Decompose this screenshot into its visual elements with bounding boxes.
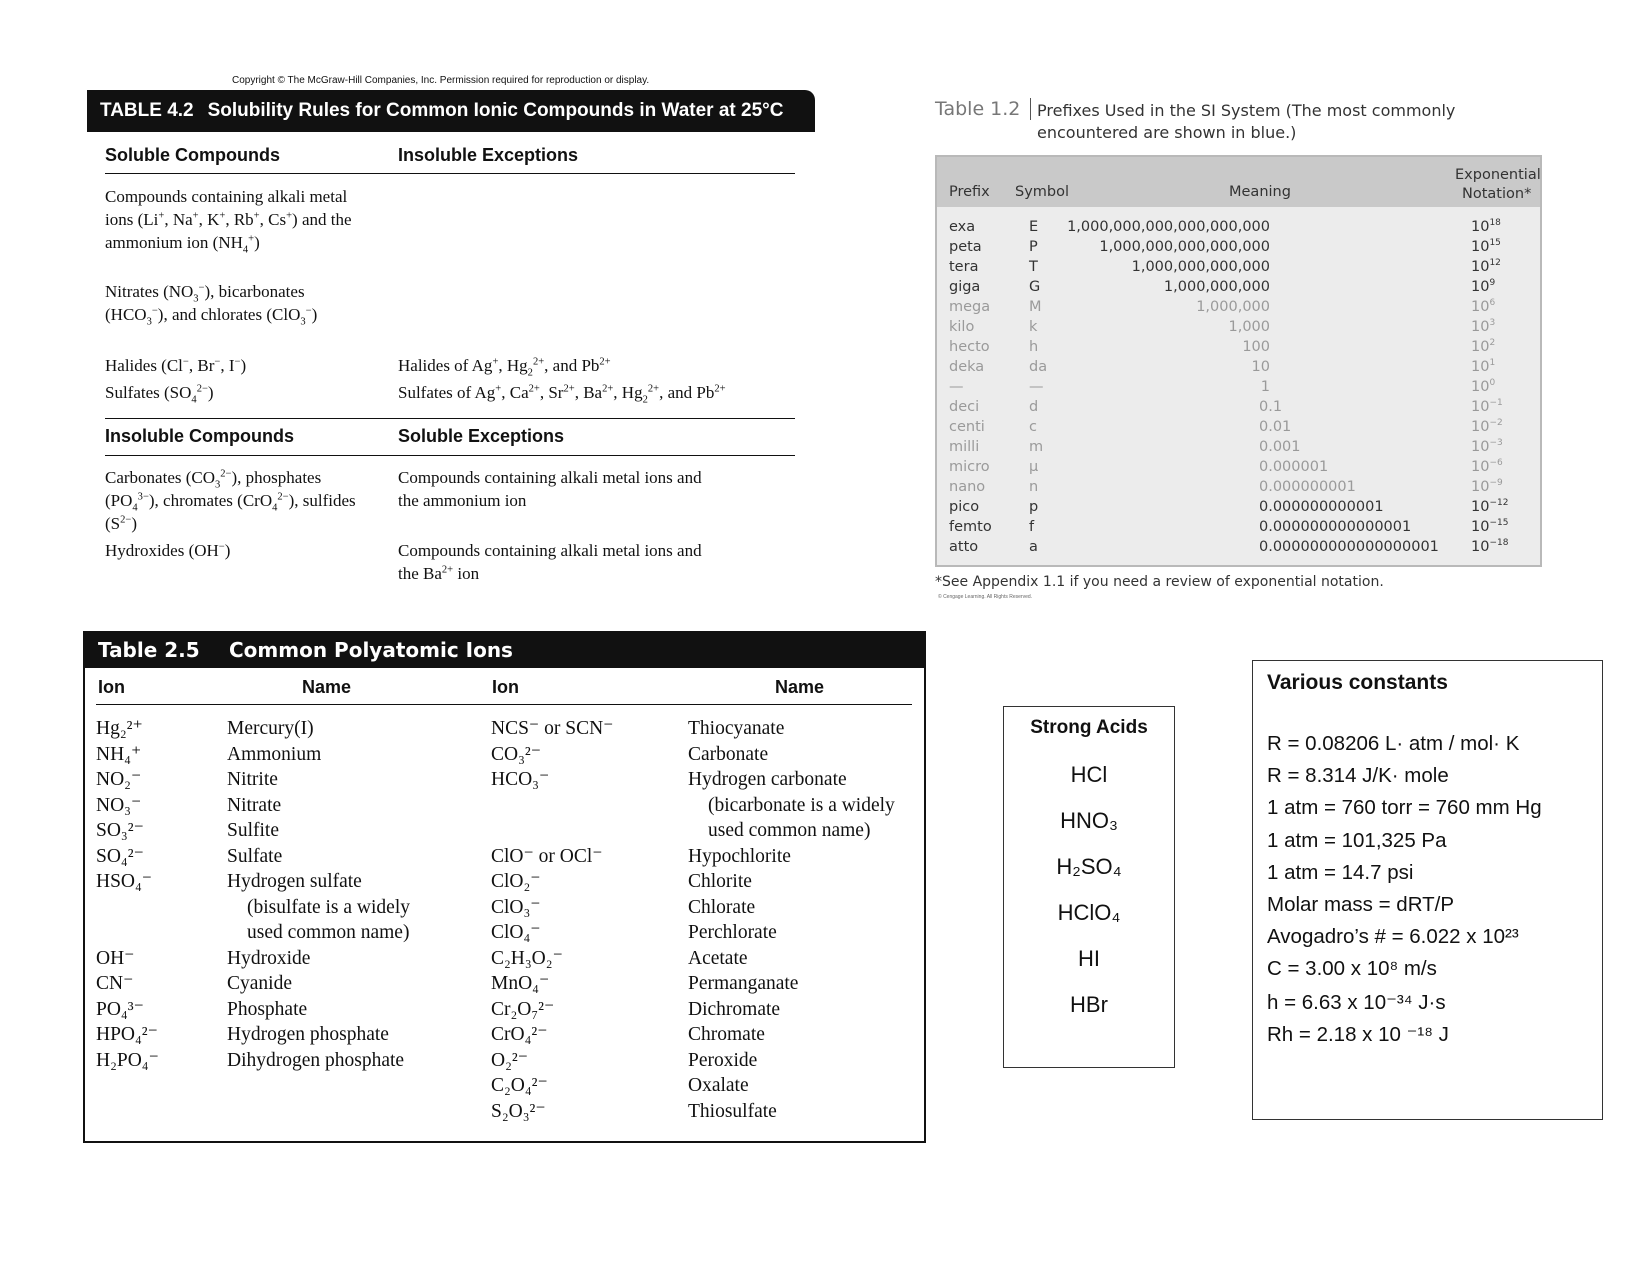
table-2-5-header <box>85 633 924 668</box>
col-ion-left: Ion <box>98 677 125 697</box>
divider <box>105 173 795 174</box>
divider <box>105 418 795 419</box>
exponent-value: −3 <box>1489 438 1503 449</box>
constant-item: h = 6.63 x 10⁻³⁴ J·s <box>1267 990 1446 1014</box>
table-header <box>937 157 1540 207</box>
right-ion: CO₃²⁻ <box>491 743 542 765</box>
prefix-cell: giga <box>949 279 981 295</box>
col-name-left: Name <box>302 677 352 697</box>
right-name: (bicarbonate is a widely <box>708 794 895 816</box>
constant-item: Molar mass = dRT/P <box>1267 893 1455 916</box>
exponent-cell: $10^{-2}$ <box>1471 418 1503 435</box>
left-ion: CN⁻ <box>96 973 134 994</box>
symbol-cell: p <box>1029 499 1039 515</box>
symbol-cell: f <box>1029 519 1035 535</box>
right-ion: HCO₃⁻ <box>491 769 550 790</box>
left-name: Dihydrogen phosphate <box>227 1049 405 1071</box>
prefix-cell: pico <box>949 499 980 515</box>
exponent-value: −1 <box>1489 398 1503 409</box>
exponent-cell: $10^{-1}$ <box>1471 398 1503 415</box>
symbol-cell: c <box>1029 419 1037 435</box>
prefix-cell: atto <box>949 539 979 555</box>
exponent-value: −18 <box>1489 538 1509 549</box>
left-name: Cyanide <box>227 973 292 994</box>
left-ion: HSO₄⁻ <box>96 871 153 892</box>
exponent-value: 0 <box>1489 378 1496 389</box>
table-title: Common Polyatomic Ions <box>229 638 513 662</box>
right-ion: ClO₃⁻ <box>491 896 541 918</box>
symbol-cell: m <box>1029 439 1044 455</box>
compound-cell: Carbonates $(CO_3^{2-})$, phosphates $(PO_4^{3-})$, chromates (CrO$_4^{2-}$), sulfides $(S^{2-})$ <box>105 468 356 533</box>
constant-item: Avogadro’s # = 6.022 x 10²³ <box>1267 925 1519 949</box>
meaning-cell: 0.000001 <box>1259 459 1329 475</box>
meaning-cell: 1,000 <box>1228 319 1270 335</box>
col-notation-line2: Notation* <box>1462 186 1532 202</box>
right-ion: ClO₄⁻ <box>491 922 541 943</box>
prefix-row <box>937 297 1540 317</box>
left-ion: NH₄⁺ <box>96 743 142 765</box>
acid-item: HBr <box>1070 992 1108 1017</box>
insoluble-exceptions-header: Insoluble Exceptions <box>398 145 579 165</box>
right-ion: NCS⁻ or SCN⁻ <box>491 718 614 739</box>
prefix-cell: deci <box>949 399 980 415</box>
constant-item: C = 3.00 x 10⁸ m/s <box>1267 957 1437 981</box>
symbol-cell: G <box>1029 279 1041 295</box>
soluble-exceptions-header: Soluble Exceptions <box>398 426 565 446</box>
soluble-compounds-header: Soluble Compounds <box>105 145 280 165</box>
prefix-row <box>937 457 1540 477</box>
meaning-cell: 0.000000001 <box>1259 479 1356 495</box>
right-ion: CrO₄²⁻ <box>491 1024 548 1045</box>
exception-cell: Compounds containing alkali metal ions and the ammonium ion <box>398 468 702 510</box>
table-title: Solubility Rules for Common Ionic Compounds in Water at 25°C <box>207 100 784 121</box>
right-name: Chromate <box>688 1024 765 1045</box>
exception-cell: Halides of Ag+, $Hg_2^{2+}$, and $Pb^{2+}$ <box>398 356 611 379</box>
left-ion: SO₄²⁻ <box>96 845 144 867</box>
right-name: Perchlorate <box>688 922 777 943</box>
insoluble-compounds-header: Insoluble Compounds <box>105 426 294 446</box>
prefix-cell: exa <box>949 219 976 235</box>
left-name: used common name) <box>247 922 410 943</box>
left-name: Hydrogen phosphate <box>227 1024 389 1045</box>
table-number: Table 2.5 <box>98 638 200 662</box>
prefix-cell: — <box>949 379 964 395</box>
right-name: Thiosulfate <box>688 1100 777 1122</box>
symbol-cell: a <box>1029 539 1038 555</box>
acid-item: H₂SO₄ <box>1056 854 1122 879</box>
exponent-value: 15 <box>1489 238 1501 249</box>
left-ion: SO₃²⁻ <box>96 820 144 841</box>
right-name: Chlorate <box>688 896 756 918</box>
right-name: Peroxide <box>688 1049 758 1071</box>
left-ion: NO₃⁻ <box>96 794 142 816</box>
constant-item: 1 atm = 760 torr = 760 mm Hg <box>1267 796 1542 820</box>
exponent-cell: $10^{-18}$ <box>1471 538 1509 555</box>
divider <box>96 704 912 705</box>
left-name: Hydroxide <box>227 947 311 969</box>
strong-acids-box <box>1003 706 1175 1068</box>
prefix-row <box>937 277 1540 297</box>
col-symbol: Symbol <box>1015 184 1070 200</box>
prefix-row <box>937 397 1540 417</box>
meaning-cell: 100 <box>1242 339 1270 355</box>
left-ion: HPO₄²⁻ <box>96 1024 158 1045</box>
right-ion: C₂O₄²⁻ <box>491 1075 548 1096</box>
acid-item: HI <box>1078 946 1100 971</box>
left-name: Nitrate <box>227 794 282 816</box>
prefix-cell: hecto <box>949 339 990 355</box>
col-name-right: Name <box>775 677 825 697</box>
meaning-cell: 1,000,000,000,000 <box>1131 259 1270 275</box>
right-name: Hypochlorite <box>688 845 791 867</box>
symbol-cell: P <box>1029 239 1038 255</box>
constant-item: 1 atm = 101,325 Pa <box>1267 828 1447 852</box>
meaning-cell: 1,000,000,000,000,000 <box>1099 239 1270 255</box>
compound-cell: Sulfates $(SO_4^{2-})$ <box>105 383 214 406</box>
exception-cell: Compounds containing alkali metal ions and the $Ba^{2+}$ ion <box>398 541 702 583</box>
right-name: Carbonate <box>688 743 769 765</box>
constant-item: R = 0.08206 L· atm / mol· K <box>1267 732 1520 755</box>
exponent-value: 18 <box>1489 218 1501 229</box>
right-name: Thiocyanate <box>688 718 785 739</box>
exponent-cell: $10^{-6}$ <box>1471 458 1503 475</box>
symbol-cell: n <box>1029 479 1039 495</box>
col-meaning: Meaning <box>1229 184 1291 200</box>
exponent-value: −15 <box>1489 518 1509 529</box>
meaning-cell: 0.001 <box>1259 439 1301 455</box>
left-name: Ammonium <box>227 743 322 765</box>
symbol-cell: M <box>1029 299 1042 315</box>
exponent-value: −12 <box>1489 498 1509 509</box>
symbol-cell: T <box>1029 259 1038 275</box>
exponent-cell: $10^{18}$ <box>1471 218 1501 235</box>
exponent-value: 1 <box>1489 358 1496 369</box>
exponent-cell: $10^{-3}$ <box>1471 438 1503 455</box>
left-ion: H₂PO₄⁻ <box>96 1049 159 1071</box>
credit-line: © Cengage Learning. All Rights Reserved. <box>938 594 1033 600</box>
prefix-cell: kilo <box>949 319 975 335</box>
exponent-cell: $10^2$ <box>1471 338 1496 355</box>
exponent-cell: $10^6$ <box>1471 298 1496 315</box>
polyatomic-ions-table <box>83 631 926 1143</box>
left-ion: PO₄³⁻ <box>96 998 144 1020</box>
compound-cell: Compounds containing alkali metal ions (Li+, Na+, K+, Rb+, Cs+) and the ammonium ion $(NH_4^+)$ <box>105 187 352 256</box>
symbol-cell: — <box>1029 379 1044 395</box>
constant-item: 1 atm = 14.7 psi <box>1267 860 1414 884</box>
exponent-value: −6 <box>1489 458 1503 469</box>
exponent-cell: $10^0$ <box>1471 378 1496 395</box>
right-ion: ClO⁻ or OCl⁻ <box>491 845 603 867</box>
symbol-cell: h <box>1029 339 1039 355</box>
exponent-cell: $10^{12}$ <box>1471 258 1501 275</box>
prefix-cell: tera <box>949 259 979 275</box>
symbol-cell: da <box>1029 359 1048 375</box>
right-ion: O₂²⁻ <box>491 1049 529 1071</box>
meaning-cell: 0.000000000001 <box>1259 499 1384 515</box>
exponent-value: 9 <box>1489 278 1496 289</box>
col-notation-line1: Exponential <box>1455 167 1541 183</box>
right-name: used common name) <box>708 820 871 841</box>
exponent-cell: $10^{-9}$ <box>1471 478 1503 495</box>
exponent-cell: $10^{-15}$ <box>1471 518 1509 535</box>
constant-item: R = 8.314 J/K· mole <box>1267 764 1449 788</box>
right-ion: ClO₂⁻ <box>491 871 541 892</box>
prefix-row <box>937 357 1540 377</box>
exponent-value: 6 <box>1489 298 1496 309</box>
prefix-cell: milli <box>949 439 980 455</box>
prefix-row <box>937 477 1540 497</box>
prefix-cell: nano <box>949 479 986 495</box>
strong-acids-title: Strong Acids <box>1030 717 1148 738</box>
exponent-value: −2 <box>1489 418 1503 429</box>
meaning-cell: 0.01 <box>1259 419 1292 435</box>
left-name: Sulfite <box>227 820 279 841</box>
si-prefix-table <box>935 155 1542 567</box>
symbol-cell: μ <box>1029 459 1039 475</box>
symbol-cell: k <box>1029 319 1038 335</box>
acid-item: HCl <box>1070 762 1108 787</box>
prefix-row <box>937 517 1540 537</box>
left-name: Phosphate <box>227 998 308 1020</box>
prefix-row <box>937 437 1540 457</box>
prefix-cell: femto <box>949 519 992 535</box>
exponent-value: 12 <box>1489 258 1501 269</box>
right-name: Hydrogen carbonate <box>688 769 847 790</box>
left-ion: OH⁻ <box>96 947 135 969</box>
prefix-cell: micro <box>949 459 990 475</box>
exponent-value: 3 <box>1489 318 1496 329</box>
left-name: Sulfate <box>227 845 283 867</box>
left-ion: Hg₂²⁺ <box>96 718 143 739</box>
meaning-cell: 1,000,000,000 <box>1163 279 1270 295</box>
left-ion: NO₂⁻ <box>96 769 142 790</box>
table-number: Table 1.2 <box>935 98 1031 120</box>
acid-item: HNO₃ <box>1060 808 1118 833</box>
symbol-cell: d <box>1029 399 1039 415</box>
left-name: Nitrite <box>227 769 278 790</box>
left-name: (bisulfate is a widely <box>247 896 410 918</box>
prefix-row <box>937 417 1540 437</box>
compound-cell: Hydroxides (OH−) <box>105 541 231 560</box>
copyright-notice: Copyright © The McGraw-Hill Companies, Inc. Permission required for reproduction or display. <box>232 75 650 86</box>
meaning-cell: 0.1 <box>1259 399 1283 415</box>
meaning-cell: 0.000000000000000001 <box>1259 539 1439 555</box>
right-name: Acetate <box>688 947 748 969</box>
prefix-row <box>937 257 1540 277</box>
acid-item: HClO₄ <box>1057 900 1121 925</box>
exponent-value: 2 <box>1489 338 1496 349</box>
prefix-row <box>937 317 1540 337</box>
right-ion: Cr₂O₇²⁻ <box>491 998 555 1020</box>
constants-title: Various constants <box>1267 671 1448 694</box>
table-4-2-header <box>87 90 815 132</box>
constant-item: Rh = 2.18 x 10 ⁻¹⁸ J <box>1267 1022 1449 1046</box>
prefix-row <box>937 217 1540 237</box>
exponent-cell: $10^{-12}$ <box>1471 498 1509 515</box>
right-name: Permanganate <box>688 973 799 994</box>
exponent-cell: $10^{15}$ <box>1471 238 1501 255</box>
meaning-cell: 0.000000000000001 <box>1259 519 1412 535</box>
meaning-cell: 1,000,000 <box>1196 299 1270 315</box>
prefix-row <box>937 537 1540 557</box>
left-name: Hydrogen sulfate <box>227 871 362 892</box>
meaning-cell: 10 <box>1251 359 1270 375</box>
prefix-cell: centi <box>949 419 985 435</box>
prefix-row <box>937 237 1540 257</box>
prefix-cell: deka <box>949 359 985 375</box>
symbol-cell: E <box>1029 219 1039 235</box>
right-name: Dichromate <box>688 998 781 1020</box>
table-number: TABLE 4.2 <box>100 100 194 121</box>
meaning-cell: 1,000,000,000,000,000,000 <box>1067 219 1270 235</box>
meaning-cell: 1 <box>1260 379 1270 395</box>
right-name: Oxalate <box>688 1075 749 1096</box>
prefix-row <box>937 337 1540 357</box>
constants-box <box>1252 660 1603 1120</box>
right-ion: S₂O₃²⁻ <box>491 1100 546 1122</box>
left-name: Mercury(I) <box>227 718 314 739</box>
exception-cell: Sulfates of Ag+, $Ca^{2+}$, $Sr^{2+}$, $Ba^{2+}$, $Hg_2^{2+}$, and $Pb^{2+}$ <box>398 383 726 406</box>
table-title: Prefixes Used in the SI System (The most commonly encountered are shown in blue.) <box>1037 101 1456 142</box>
col-ion-right: Ion <box>492 677 519 697</box>
footnote: *See Appendix 1.1 if you need a review of exponential notation. <box>935 574 1384 590</box>
prefix-row <box>937 377 1540 397</box>
col-prefix: Prefix <box>949 184 990 200</box>
right-ion: MnO₄⁻ <box>491 973 550 994</box>
exponent-value: −9 <box>1489 478 1503 489</box>
prefix-cell: peta <box>949 239 982 255</box>
prefix-row <box>937 497 1540 517</box>
right-name: Chlorite <box>688 871 752 892</box>
right-ion: C₂H₃O₂⁻ <box>491 947 563 969</box>
exponent-cell: $10^1$ <box>1471 358 1496 375</box>
divider <box>105 455 795 456</box>
compound-cell: Nitrates $(NO_3^-)$, bicarbonates $(HCO_3^-)$, and chlorates (ClO$_3$−) <box>105 282 318 328</box>
exponent-cell: $10^3$ <box>1471 318 1496 335</box>
compound-cell: Halides (Cl−, Br−, I−) <box>105 356 247 375</box>
prefix-cell: mega <box>949 299 991 315</box>
exponent-cell: $10^9$ <box>1471 278 1496 295</box>
